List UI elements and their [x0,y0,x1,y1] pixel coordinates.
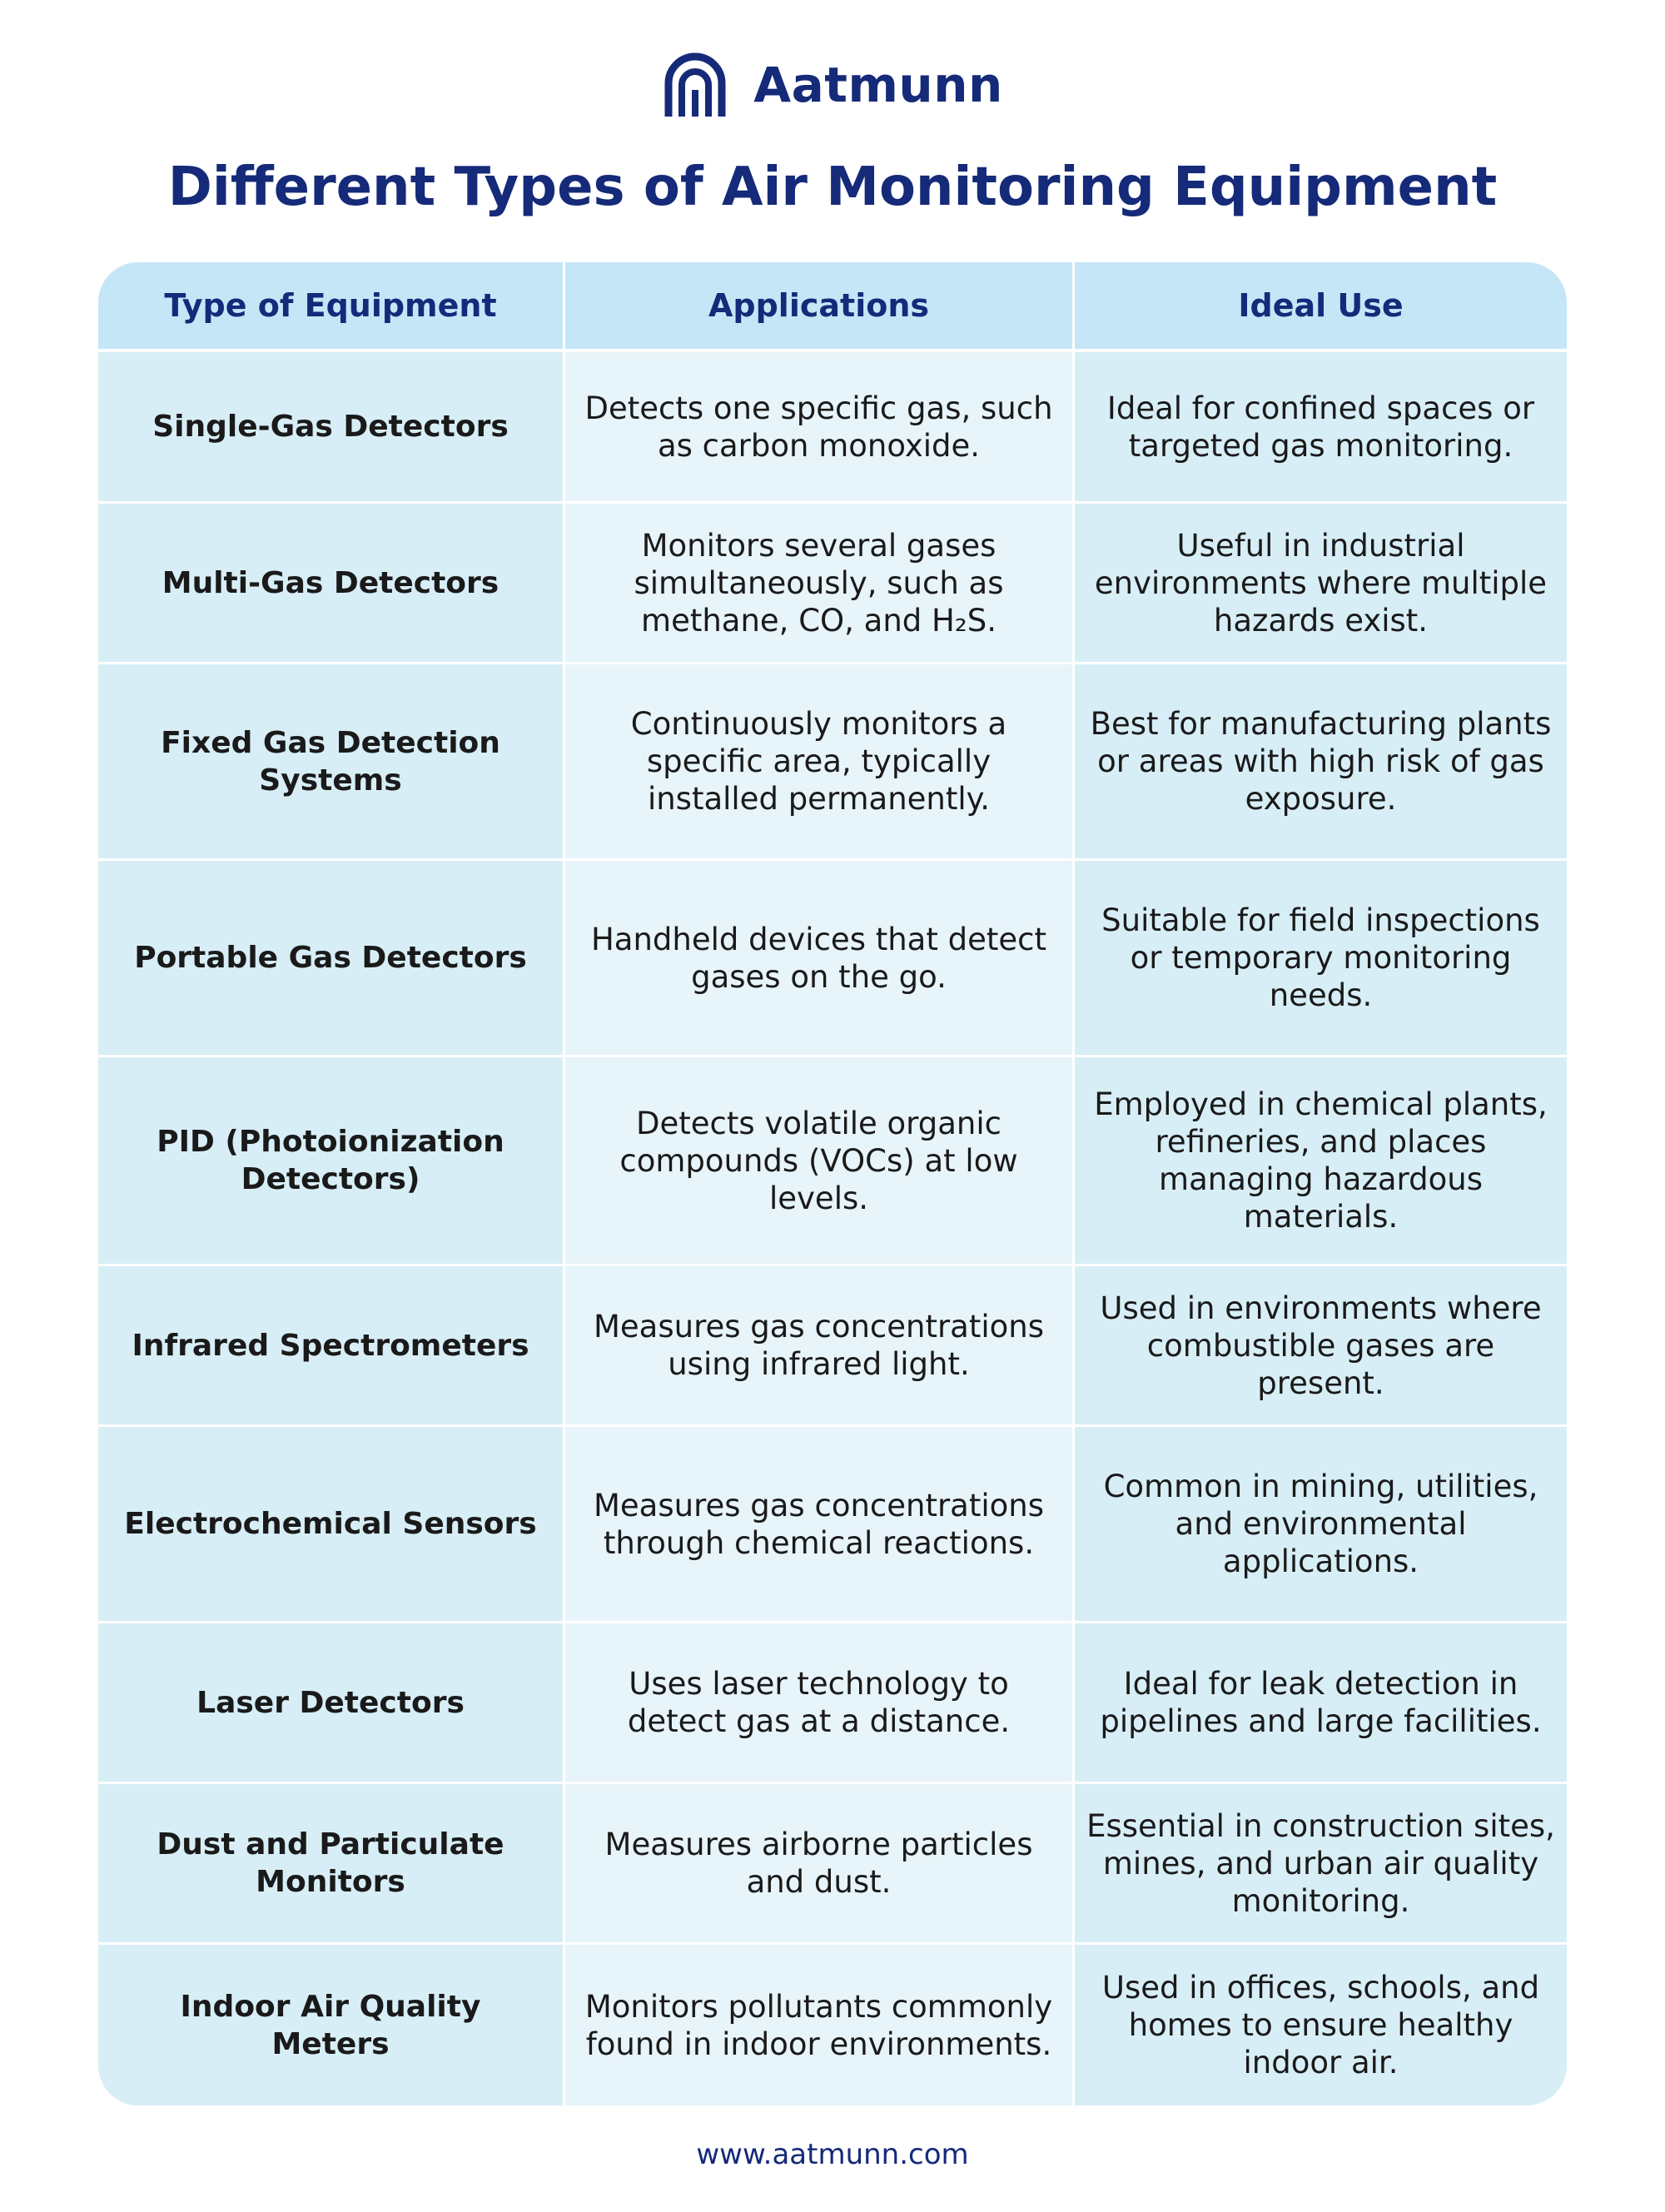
cell-applications: Monitors pollutants commonly found in indoor environments. [565,1945,1075,2105]
page-title: Different Types of Air Monitoring Equipment [167,157,1498,218]
cell-applications: Measures gas concentrations using infrared light. [565,1266,1075,1427]
cell-type: Infrared Spectrometers [98,1266,565,1427]
cell-ideal-use: Employed in chemical plants, refineries, and places managing hazardous materials. [1075,1057,1567,1266]
cell-type: Laser Detectors [98,1623,565,1784]
cell-ideal-use: Used in offices, schools, and homes to ensure healthy indoor air. [1075,1945,1567,2105]
cell-applications: Measures airborne particles and dust. [565,1784,1075,1945]
header-type: Type of Equipment [98,262,565,352]
cell-applications: Detects volatile organic compounds (VOCs) at low levels. [565,1057,1075,1266]
cell-applications: Uses laser technology to detect gas at a distance. [565,1623,1075,1784]
cell-ideal-use: Common in mining, utilities, and environmental applications. [1075,1427,1567,1623]
cell-applications: Handheld devices that detect gases on the go. [565,861,1075,1057]
cell-type: PID (Photoionization Detectors) [98,1057,565,1266]
cell-type: Dust and Particulate Monitors [98,1784,565,1945]
cell-ideal-use: Best for manufacturing plants or areas with high risk of gas exposure. [1075,664,1567,861]
cell-type: Electrochemical Sensors [98,1427,565,1623]
cell-applications: Continuously monitors a specific area, typically installed permanently. [565,664,1075,861]
cell-type: Indoor Air Quality Meters [98,1945,565,2105]
header-ideal-use: Ideal Use [1075,262,1567,352]
website-link[interactable]: www.aatmunn.com [696,2138,969,2171]
cell-ideal-use: Used in environments where combustible gases are present. [1075,1266,1567,1427]
cell-type: Fixed Gas Detection Systems [98,664,565,861]
cell-applications: Measures gas concentrations through chemical reactions. [565,1427,1075,1623]
cell-applications: Detects one specific gas, such as carbon monoxide. [565,352,1075,504]
brand-name: Aatmunn [753,57,1003,113]
cell-type: Portable Gas Detectors [98,861,565,1057]
brand-header [0,52,1665,118]
equipment-table [98,262,1567,2105]
cell-type: Single-Gas Detectors [98,352,565,504]
cell-ideal-use: Suitable for field inspections or temporary monitoring needs. [1075,861,1567,1057]
header-applications: Applications [565,262,1075,352]
cell-ideal-use: Ideal for confined spaces or targeted gas monitoring. [1075,352,1567,504]
cell-ideal-use: Essential in construction sites, mines, and urban air quality monitoring. [1075,1784,1567,1945]
cell-type: Multi-Gas Detectors [98,504,565,664]
cell-ideal-use: Ideal for leak detection in pipelines and large facilities. [1075,1623,1567,1784]
cell-ideal-use: Useful in industrial environments where multiple hazards exist. [1075,504,1567,664]
arch-logo-icon [662,52,728,118]
cell-applications: Monitors several gases simultaneously, such as methane, CO, and H₂S. [565,504,1075,664]
